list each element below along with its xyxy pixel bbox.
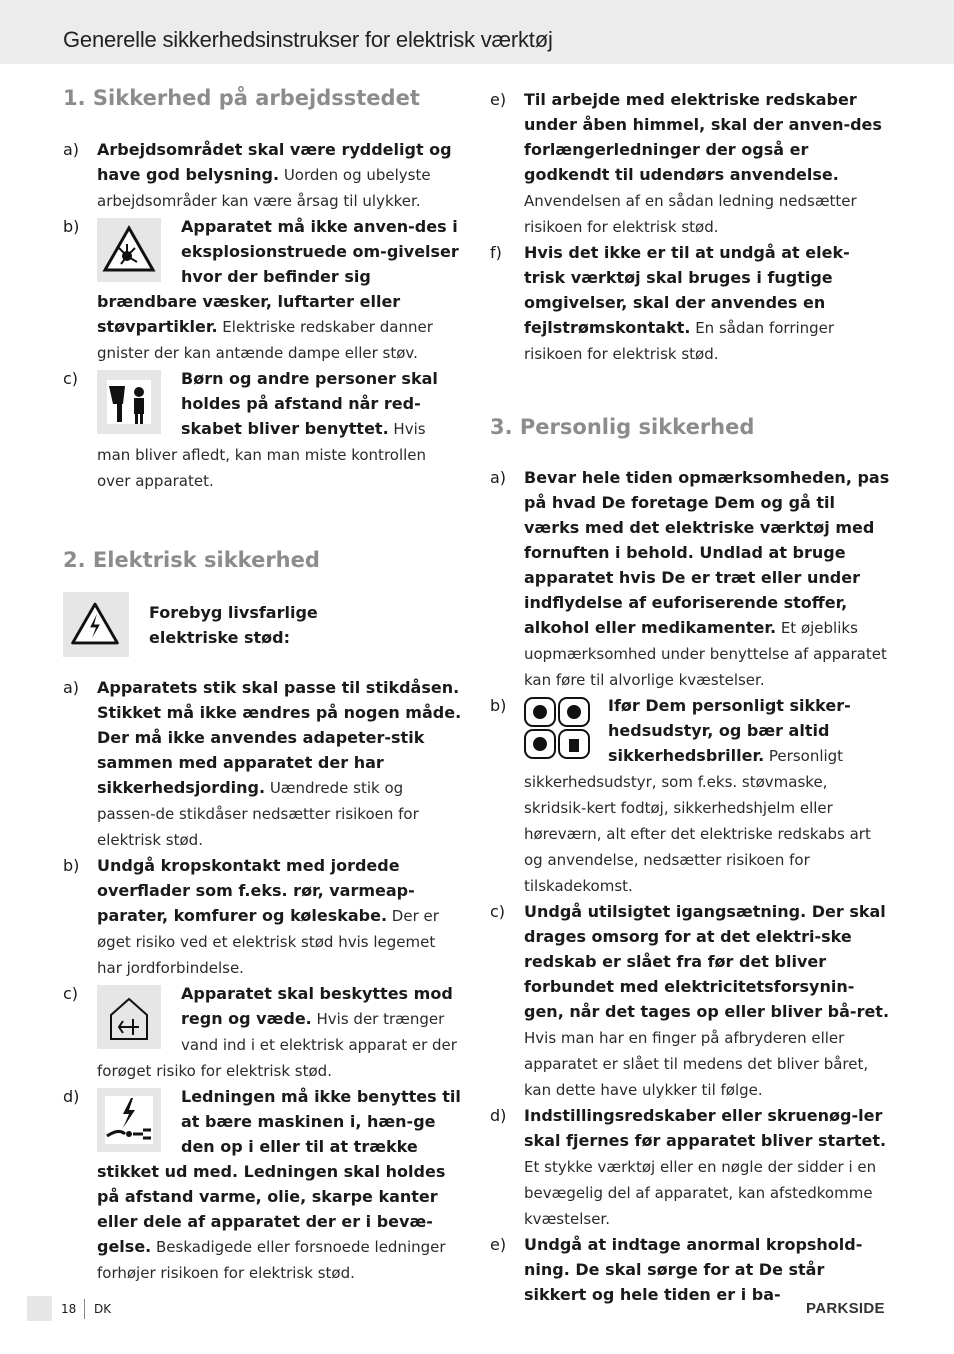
- house-rain-icon: [97, 985, 161, 1049]
- item-label: b): [490, 696, 507, 715]
- s2-item-a: [63, 675, 463, 853]
- keep-children-away-icon: [97, 370, 161, 434]
- item-label: a): [63, 140, 80, 159]
- item-bold-text: Bevar hele tiden opmærksomheden, pas på hvad De foretage Dem og gå til værks med det elektriske værktøj med fornuften i behold. Undlad at bruge apparatet hvis De er træt eller under indflydelse af euforiserende stoffer, alkohol eller medikamenter.: [524, 468, 890, 637]
- item-text: Uændrede stik og passen-de stikdåser nedsætter risikoen for elektrisk stød.: [97, 779, 419, 849]
- damaged-cable-icon: [97, 1088, 161, 1152]
- page-marker: [27, 1296, 52, 1321]
- item-bold-text: Undgå at indtage anormal kropshold- ning. De skal sørge for at De står sikkert og hele tiden er i ba-: [524, 1235, 863, 1304]
- item-text: Anvendelsen af en sådan ledning nedsætter risikoen for elektrisk stød.: [524, 192, 857, 236]
- s3-item-d: [490, 1103, 890, 1232]
- s2-item-f: [490, 240, 890, 367]
- gloves-icon: [559, 730, 589, 758]
- item-bold-text: Apparatet skal beskyttes mod regn og væde.: [181, 984, 453, 1028]
- item-bold-text: Hvis det ikke er til at undgå at elek-trisk værktøj skal bruges i fugtige omgivelser, skal der anvendes en fejlstrømskontakt.: [524, 243, 850, 337]
- item-label: b): [63, 217, 80, 236]
- language-code: DK: [94, 1302, 112, 1316]
- page-footer: [0, 1296, 954, 1326]
- item-text: Hvis man har en finger på afbryderen eller apparatet er slået til medens det bliver båret, kan dette have ulykker til følge.: [524, 1029, 869, 1099]
- s1-item-c: [63, 366, 463, 494]
- item-text: Et øjebliks uopmærksomhed under benyttelse af apparatet kan føre til alvorlige kvæstelser.: [524, 619, 887, 689]
- item-label: c): [63, 369, 79, 388]
- s2-item-b: [63, 853, 463, 981]
- item-bold-text: Børn og andre personer skal holdes på afstand når red-skabet bliver benyttet.: [181, 369, 438, 438]
- item-text: Elektriske redskaber danner gnister der kan antænde dampe eller støv.: [97, 318, 433, 362]
- item-bold-text: Undgå kropskontakt med jordede overflader som f.eks. rør, varmeap-parater, komfurer og køleskabe.: [97, 856, 415, 925]
- page-title: Generelle sikkerhedsinstrukser for elektrisk værktøj: [63, 27, 553, 52]
- item-label: f): [490, 243, 502, 262]
- item-text: Et stykke værktøj eller en nøgle der sidder i en bevægelig del af apparatet, kan afstedkomme kvæstelser.: [524, 1158, 877, 1228]
- page-number: 18: [61, 1302, 77, 1316]
- item-text: En sådan forringer risikoen for elektrisk stød.: [524, 319, 835, 363]
- item-label: c): [63, 984, 79, 1003]
- page-header: [0, 0, 954, 64]
- dust-mask-icon: [559, 698, 589, 726]
- item-bold-text: Undgå utilsigtet igangsætning. Der skal drages omsorg for at det elektri-ske redskab er slået fra før det bliver forbundet med elektricitetsforsynin-gen, når det tages op eller bliver bå-ret.: [524, 902, 890, 1021]
- protective-equipment-icons: [524, 697, 590, 759]
- item-text: Der er øget risiko ved et elektrisk stød hvis legemet har jordforbindelse.: [97, 907, 439, 977]
- section-2-heading: 2. Elektrisk sikkerhed: [63, 548, 320, 572]
- item-label: a): [63, 678, 80, 697]
- s2-item-c: [63, 981, 463, 1084]
- footer-divider: [84, 1299, 85, 1319]
- s3-item-a: [490, 465, 890, 693]
- item-bold-text: Arbejdsområdet skal være ryddeligt og have god belysning.: [97, 140, 452, 184]
- left-column: [63, 84, 463, 1286]
- brand-logo: PARKSIDE: [806, 1300, 885, 1317]
- item-text: Hvis man bliver afledt, kan man miste kontrollen over apparatet.: [97, 420, 427, 490]
- item-bold-text: Ifør Dem personligt sikker-hedsudstyr, og bær altid sikkerhedsbriller.: [608, 696, 851, 765]
- electric-warning-text: Forebyg livsfarlige elektriske stød:: [149, 603, 318, 647]
- s3-item-b: [490, 693, 890, 899]
- s1-item-a: [63, 137, 463, 214]
- item-text: Hvis der trænger vand ind i et elektrisk apparat er der forøget risiko for elektrisk stød.: [97, 1010, 457, 1080]
- item-bold-text: Ledningen må ikke benyttes til at bære maskinen i, hæn-ge den op i eller til at trække stikket ud med. Ledningen skal holdes på afstand varme, olie, skarpe kanter eller dele af apparatet der er i bevæ-gelse.: [97, 1087, 461, 1256]
- item-label: b): [63, 856, 80, 875]
- s2-item-d: [63, 1084, 463, 1286]
- electric-warning-row: [63, 592, 463, 657]
- section-3-heading: 3. Personlig sikkerhed: [490, 415, 755, 439]
- s2-item-e: [490, 87, 890, 240]
- item-label: c): [490, 902, 506, 921]
- high-voltage-icon: [63, 592, 129, 657]
- item-label: d): [63, 1087, 80, 1106]
- s3-item-c: [490, 899, 890, 1103]
- section-1-heading: 1. Sikkerhed på arbejdsstedet: [63, 86, 420, 110]
- item-bold-text: Apparatets stik skal passe til stikdåsen. Stikket må ikke ændres på nogen måde. Der må ikke anvendes adapeter-stik sammen med apparatet der har sikkerhedsjording.: [97, 678, 462, 797]
- item-label: a): [490, 468, 507, 487]
- item-text: Personligt sikkerhedsudstyr, som f.eks. støvmaske, skridsik-kert fodtøj, sikkerhedshjelm eller høreværn, alt efter det elektriske redskabs art og anvendelse, nedsætter risikoen for tilskadekomst.: [524, 747, 871, 895]
- item-bold-text: Apparatet må ikke anven-des i eksplosionstruede om-givelser hvor der befinder sig brændbare væsker, luftarter eller støvpartikler.: [97, 217, 459, 336]
- item-text: Beskadigede eller forsnoede ledninger forhøjer risikoen for elektrisk stød.: [97, 1238, 446, 1282]
- ear-protection-icon: [525, 698, 555, 726]
- explosion-warning-icon: [97, 218, 161, 282]
- item-label: e): [490, 90, 507, 109]
- s1-item-b: [63, 214, 463, 366]
- item-text: Uorden og ubelyste arbejdsområder kan være årsag til ulykker.: [97, 166, 431, 210]
- item-label: d): [490, 1106, 507, 1125]
- item-label: e): [490, 1235, 507, 1254]
- item-bold-text: Til arbejde med elektriske redskaber under åben himmel, skal der anven-des forlængerledninger der også er godkendt til udendørs anvendelse.: [524, 90, 882, 184]
- right-column: [490, 87, 890, 1308]
- item-bold-text: Indstillingsredskaber eller skruenøg-ler skal fjernes før apparatet bliver startet.: [524, 1106, 887, 1150]
- safety-glasses-icon: [525, 730, 555, 758]
